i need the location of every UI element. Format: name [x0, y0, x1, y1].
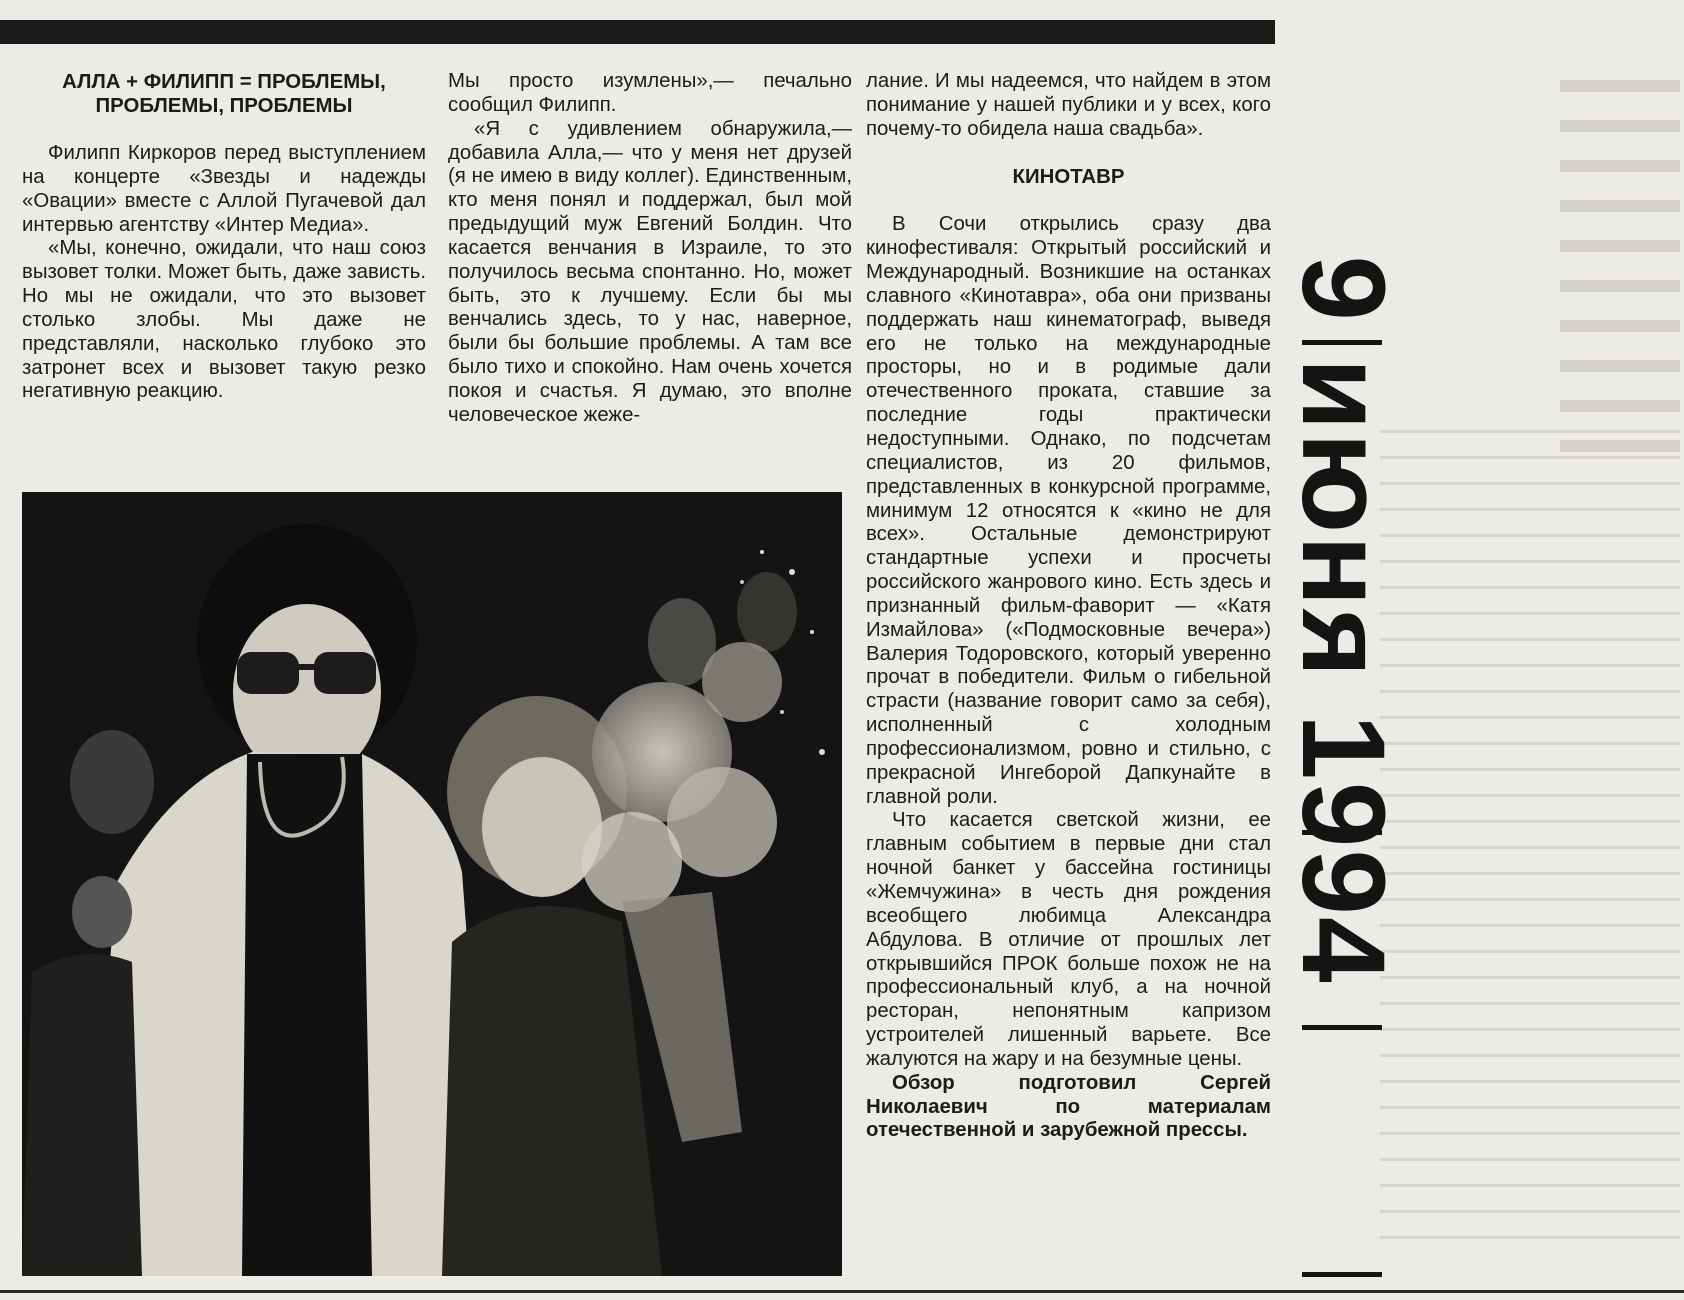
column-2 [448, 70, 852, 428]
article1-paragraph-3: Мы просто изумлены»,— печально сообщил Филипп. [448, 70, 852, 116]
article-title-alla-philipp: АЛЛА + ФИЛИПП = ПРОБЛЕМЫ, ПРОБЛЕМЫ, ПРОБЛЕМЫ [62, 71, 386, 117]
photo-illustration [22, 492, 842, 1276]
article1-paragraph-2: «Мы, конечно, ожидали, что наш союз вызовет толки. Может быть, даже зависть. Но мы не ожидали, что это вызовет столько злобы. Мы даже не представляли, насколько глубоко это затронет всех и вызовет такую резко негативную реакцию. [22, 237, 426, 403]
article-title-kinotavr: КИНОТАВР [1012, 165, 1125, 188]
news-photo [22, 492, 842, 1276]
date-rule [1302, 1025, 1382, 1030]
bleed-through-lines [1380, 430, 1680, 1290]
column-1 [22, 70, 426, 404]
bottom-rule [0, 1290, 1684, 1293]
article1-paragraph-1: Филипп Киркоров перед выступлением на концерте «Звезды и надежды «Овации» вместе с Аллой Пугачевой дал интервью агентству «Интер Медиа». [22, 142, 426, 236]
issue-date: 9 июня 1994 [1277, 255, 1409, 985]
article2-paragraph-1: В Сочи открылись сразу два кинофестиваля: Открытый российский и Международный. Возникшие на останках славного «Кинотавра», оба они призваны поддержать наш кинематограф, выведя его не только на международные просторы, но и в родимые дали отечественного проката, ставшие за последние годы практически недоступными. Однако, по подсчетам специалистов, из 20 фильмов, представленных в конкурсной программе, минимум 12 относятся к «кино не для всех». Остальные демонстрируют стандартные успехи и просчеты российского жанрового кино. Есть здесь и признанный фильм-фаворит — «Катя Измайлова» («Подмосковные вечера») Валерия Тодоровского, который уверенно прочат в победители. Фильм о гибельной страсти (название говорит само за себя), исполненный с холодным профессионализмом, ровно и стильно, с прекрасной Ингеборой Дапкунайте в главной роли. [866, 213, 1271, 808]
date-rule [1302, 1272, 1382, 1277]
article1-paragraph-4-continued: лание. И мы надеемся, что найдем в этом понимание у нашей публики и у всех, кого почему-то обидела наша свадьба». [866, 70, 1271, 140]
byline: Обзор подготовил Сергей Николаевич по материалам отечественной и зарубежной прессы. [866, 1071, 1271, 1142]
date-strip [1277, 20, 1409, 1300]
top-rule [0, 20, 1275, 44]
article1-paragraph-4: «Я с удивлением обнаружила,— добавила Алла,— что у меня нет друзей (я не имею в виду коллег). Единственным, кто меня понял и поддержал, был мой предыдущий муж Евгений Болдин. Что касается венчания в Израиле, то это получилось весьма спонтанно. Но, может быть, это к лучшему. Если бы мы венчались здесь, то у нас, наверное, были бы большие проблемы. А там все было тихо и спокойно. Нам очень хочется покоя и счастья. Я думаю, это вполне человеческое жеже- [448, 117, 852, 426]
bleed-through-heading [1560, 80, 1680, 500]
article2-paragraph-2: Что касается светской жизни, ее главным событием в первые дни стал ночной банкет у бассейна гостиницы «Жемчужина» в честь дня рождения всеобщего любимца Александра Абдулова. В отличие от прошлых лет открывшийся ПРОК больше похож не на профессиональный клуб, а на ночной ресторан, непонятным капризом устроителей лишенный варьете. Все жалуются на жару и на безумные цены. [866, 809, 1271, 1070]
column-3 [866, 70, 1271, 1143]
